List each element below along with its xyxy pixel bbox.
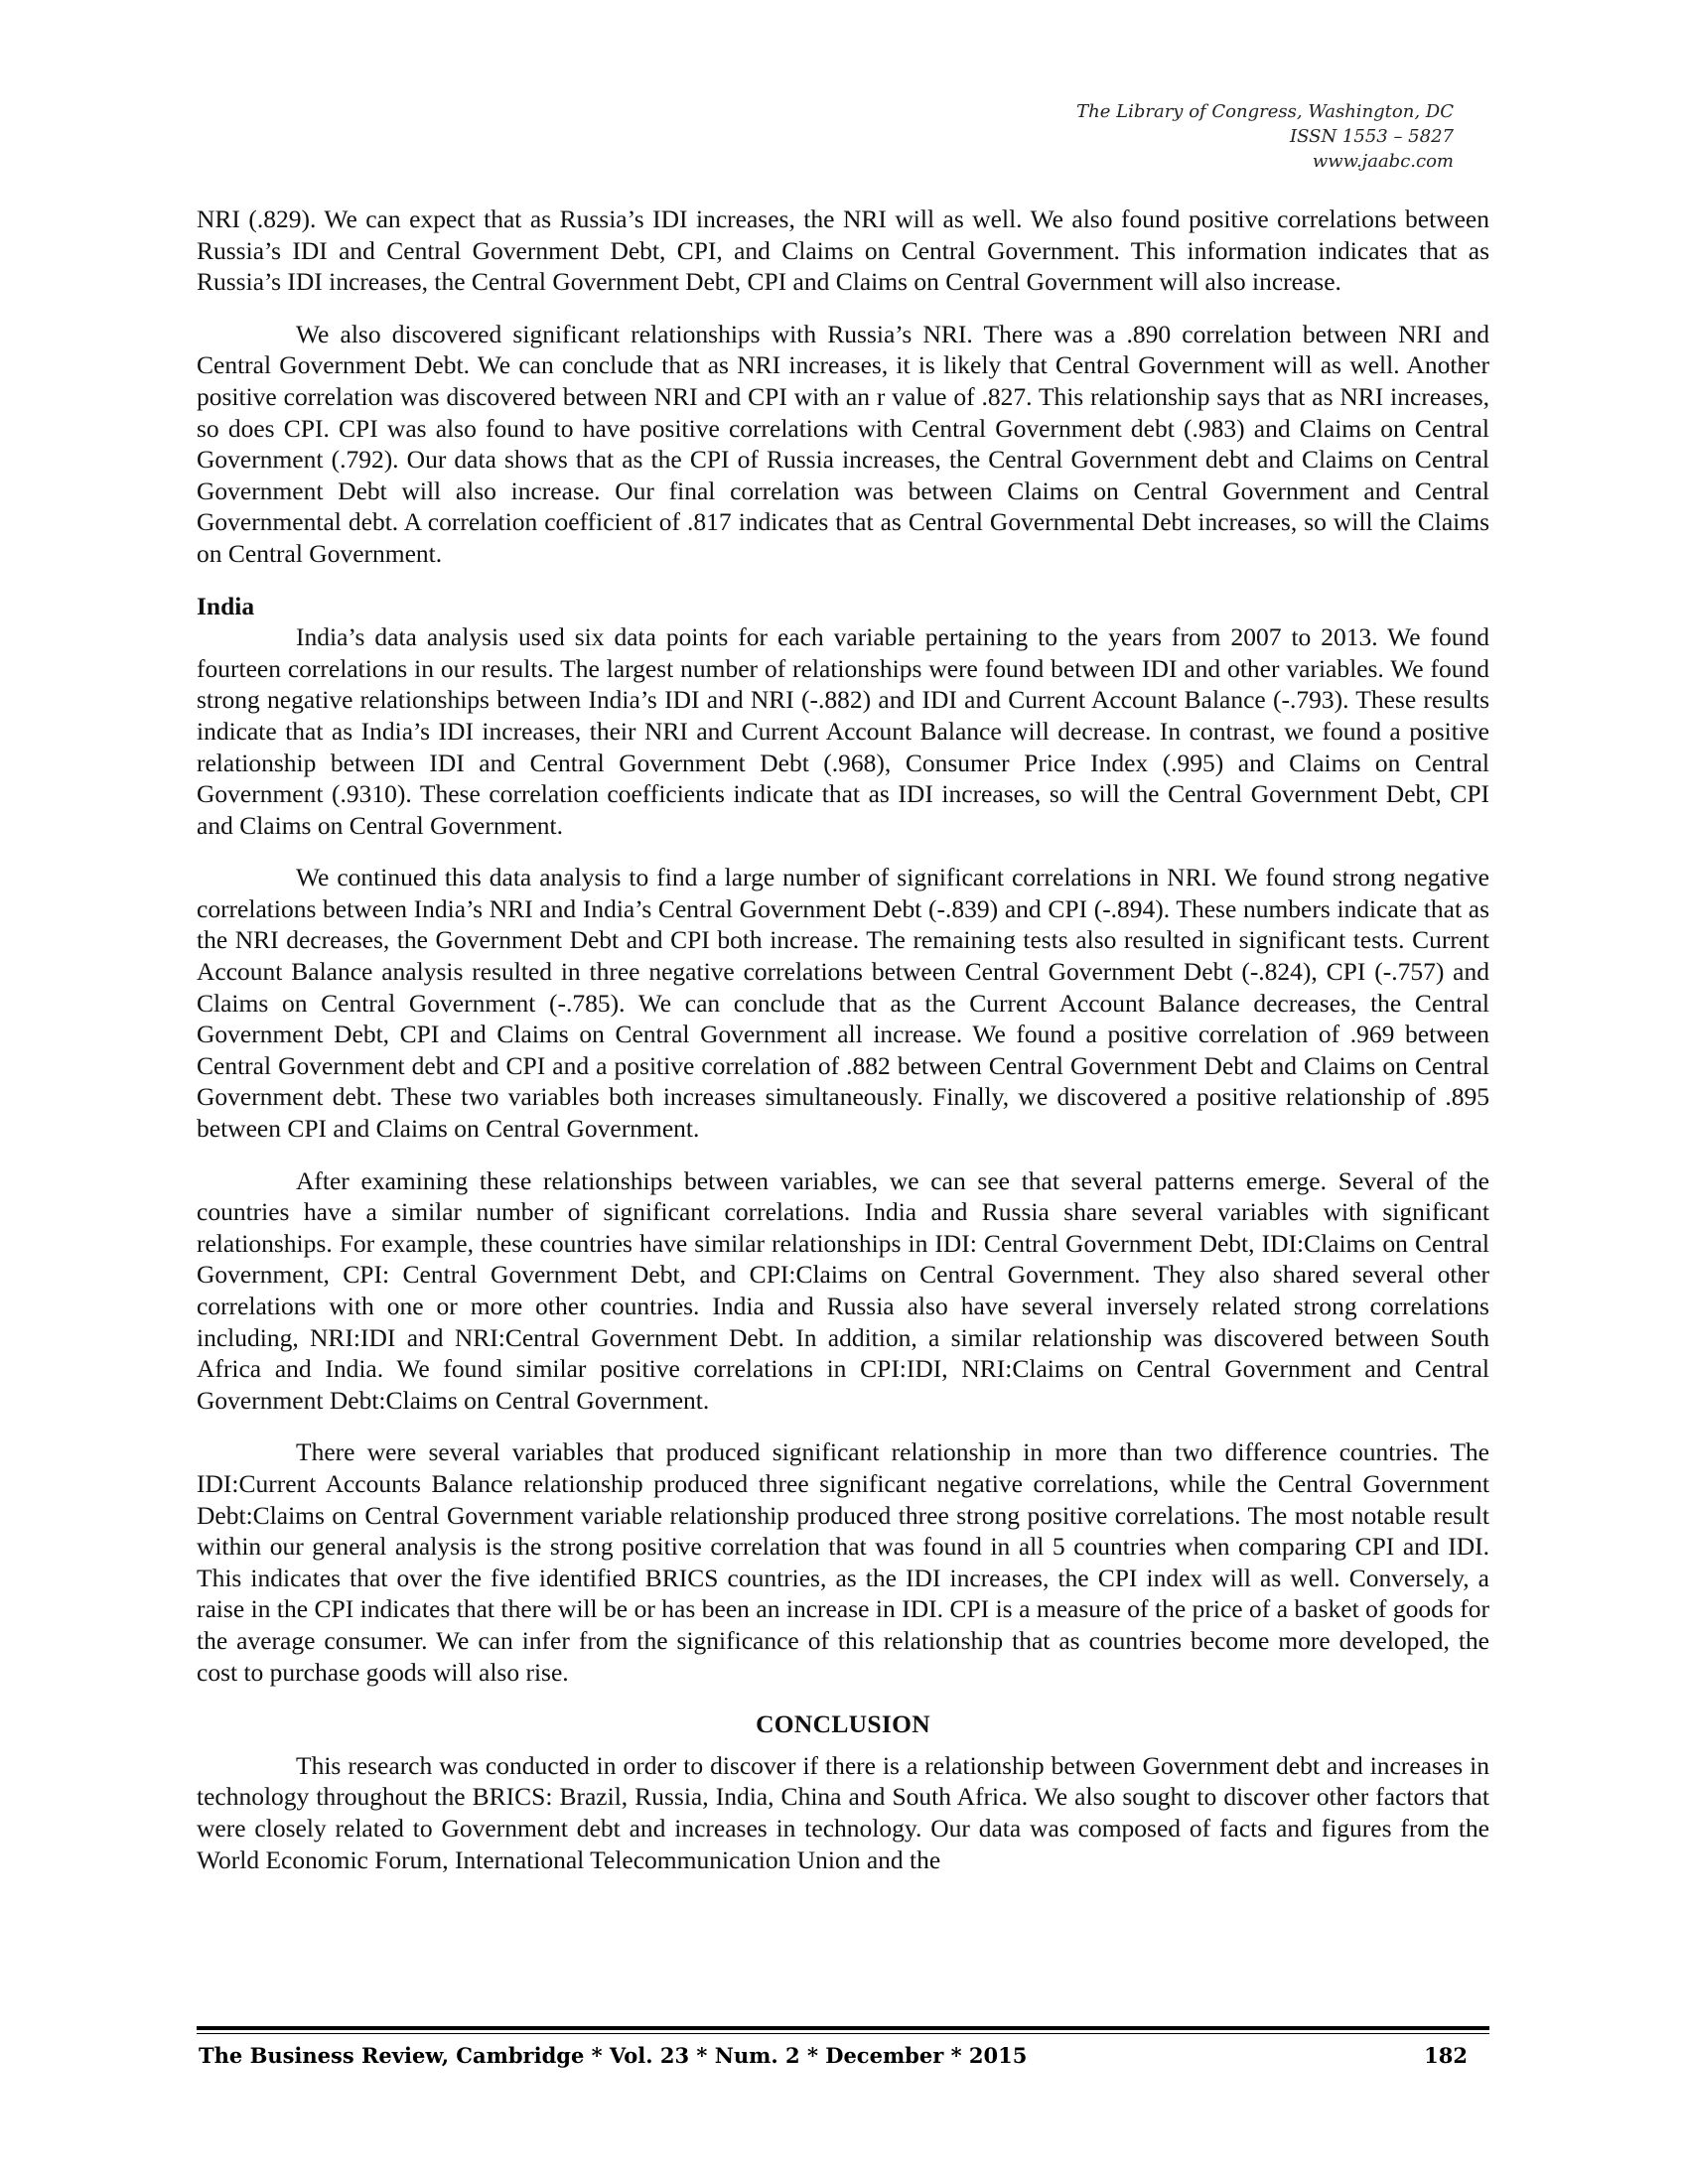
footer-rule-thin xyxy=(197,2033,1489,2034)
paragraph-india-data: India’s data analysis used six data points for each variable pertaining to the years from 2007 to 2013. We found fourteen correlations in our results. The largest number of relationships were found between IDI and other variables. We found strong negative relationships between India’s IDI and NRI (-.882) and IDI and Current Account Balance (-.793). These results indicate that as India’s IDI increases, their NRI and Current Account Balance will decrease. In contrast, we found a positive relationship between IDI and Central Government Debt (.968), Consumer Price Index (.995) and Claims on Central Government (.9310). These correlation coefficients indicate that as IDI increases, so will the Central Government Debt, CPI and Claims on Central Government. xyxy=(197,622,1489,840)
header-publisher: The Library of Congress, Washington, DC xyxy=(1076,101,1454,122)
paragraph-russia-idi: NRI (.829). We can expect that as Russia’s IDI increases, the NRI will as well. We also found positive correlations between Russia’s IDI and Central Government Debt, CPI, and Claims on Central Government. This information indicates that as Russia’s IDI increases, the Central Government Debt, CPI and Claims on Central Government will also increase. xyxy=(197,205,1489,297)
page-number: 182 xyxy=(1424,2043,1468,2068)
paragraph-india-nri: We continued this data analysis to find a large number of significant correlations in NRI. We found strong negative correlations between India’s NRI and India’s Central Government Debt (-.839) and CPI (-.894). These numbers indicate that as the NRI decreases, the Government Debt and CPI both increase. The remaining tests also resulted in significant tests. Current Account Balance analysis resulted in three negative correlations between Central Government Debt (-.824), CPI (-.757) and Claims on Central Government (-.785). We can conclude that as the Current Account Balance decreases, the Central Government Debt, CPI and Claims on Central Government all increase. We found a positive correlation of .969 between Central Government debt and CPI and a positive correlation of .882 between Central Government Debt and Claims on Central Government debt. These two variables both increases simultaneously. Finally, we discovered a positive relationship of .895 between CPI and Claims on Central Government. xyxy=(197,863,1489,1144)
paragraph-russia-nri: We also discovered significant relationships with Russia’s NRI. There was a .890 correlation between NRI and Central Government Debt. We can conclude that as NRI increases, it is likely that Central Government will as well. Another positive correlation was discovered between NRI and CPI with an r value of .827. This relationship says that as NRI increases, so does CPI. CPI was also found to have positive correlations with Central Government debt (.983) and Claims on Central Government (.792). Our data shows that as the CPI of Russia increases, the Central Government debt and Claims on Central Government Debt will also increase. Our final correlation was between Claims on Central Government and Central Governmental debt. A correlation coefficient of .817 indicates that as Central Governmental Debt increases, so will the Claims on Central Government. xyxy=(197,319,1489,568)
footer-rule-thick xyxy=(197,2026,1489,2030)
paragraph-variables: There were several variables that produced significant relationship in more than two difference countries. The IDI:Current Accounts Balance relationship produced three significant negative correlations, while the Central Government Debt:Claims on Central Government variable relationship produced three strong positive correlations. The most notable result within our general analysis is the strong positive correlation that was found in all 5 countries when comparing CPI and IDI. This indicates that over the five identified BRICS countries, as the IDI increases, the CPI index will as well. Conversely, a raise in the CPI indicates that there will be or has been an increase in IDI. CPI is a measure of the price of a basket of goods for the average consumer. We can infer from the significance of this relationship that as countries become more developed, the cost to purchase goods will also rise. xyxy=(197,1437,1489,1687)
section-heading-india: India xyxy=(197,591,255,620)
paragraph-conclusion: This research was conducted in order to discover if there is a relationship between Government debt and increases in technology throughout the BRICS: Brazil, Russia, India, China and South Africa. We also sought to discover other factors that were closely related to Government debt and increases in technology. Our data was composed of facts and figures from the World Economic Forum, International Telecommunication Union and the xyxy=(197,1750,1489,1874)
body-text xyxy=(197,204,1489,1896)
header-issn: ISSN 1553 – 5827 xyxy=(1290,126,1454,147)
footer-journal-citation: The Business Review, Cambridge * Vol. 23 * Num. 2 * December * 2015 xyxy=(199,2043,1028,2068)
running-header xyxy=(858,99,1454,174)
section-heading-conclusion: CONCLUSION xyxy=(756,1709,930,1739)
header-website: www.jaabc.com xyxy=(1312,151,1454,172)
paragraph-patterns: After examining these relationships between variables, we can see that several patterns emerge. Several of the countries have a similar number of significant correlations. India and Russia share several variables with significant relationships. For example, these countries have similar relationships in IDI: Central Government Debt, IDI:Claims on Central Government, CPI: Central Government Debt, and CPI:Claims on Central Government. They also shared several other correlations with one or more other countries. India and Russia also have several inversely related strong correlations including, NRI:IDI and NRI:Central Government Debt. In addition, a similar relationship was discovered between South Africa and India. We found similar positive correlations in CPI:IDI, NRI:Claims on Central Government and Central Government Debt:Claims on Central Government. xyxy=(197,1165,1489,1415)
